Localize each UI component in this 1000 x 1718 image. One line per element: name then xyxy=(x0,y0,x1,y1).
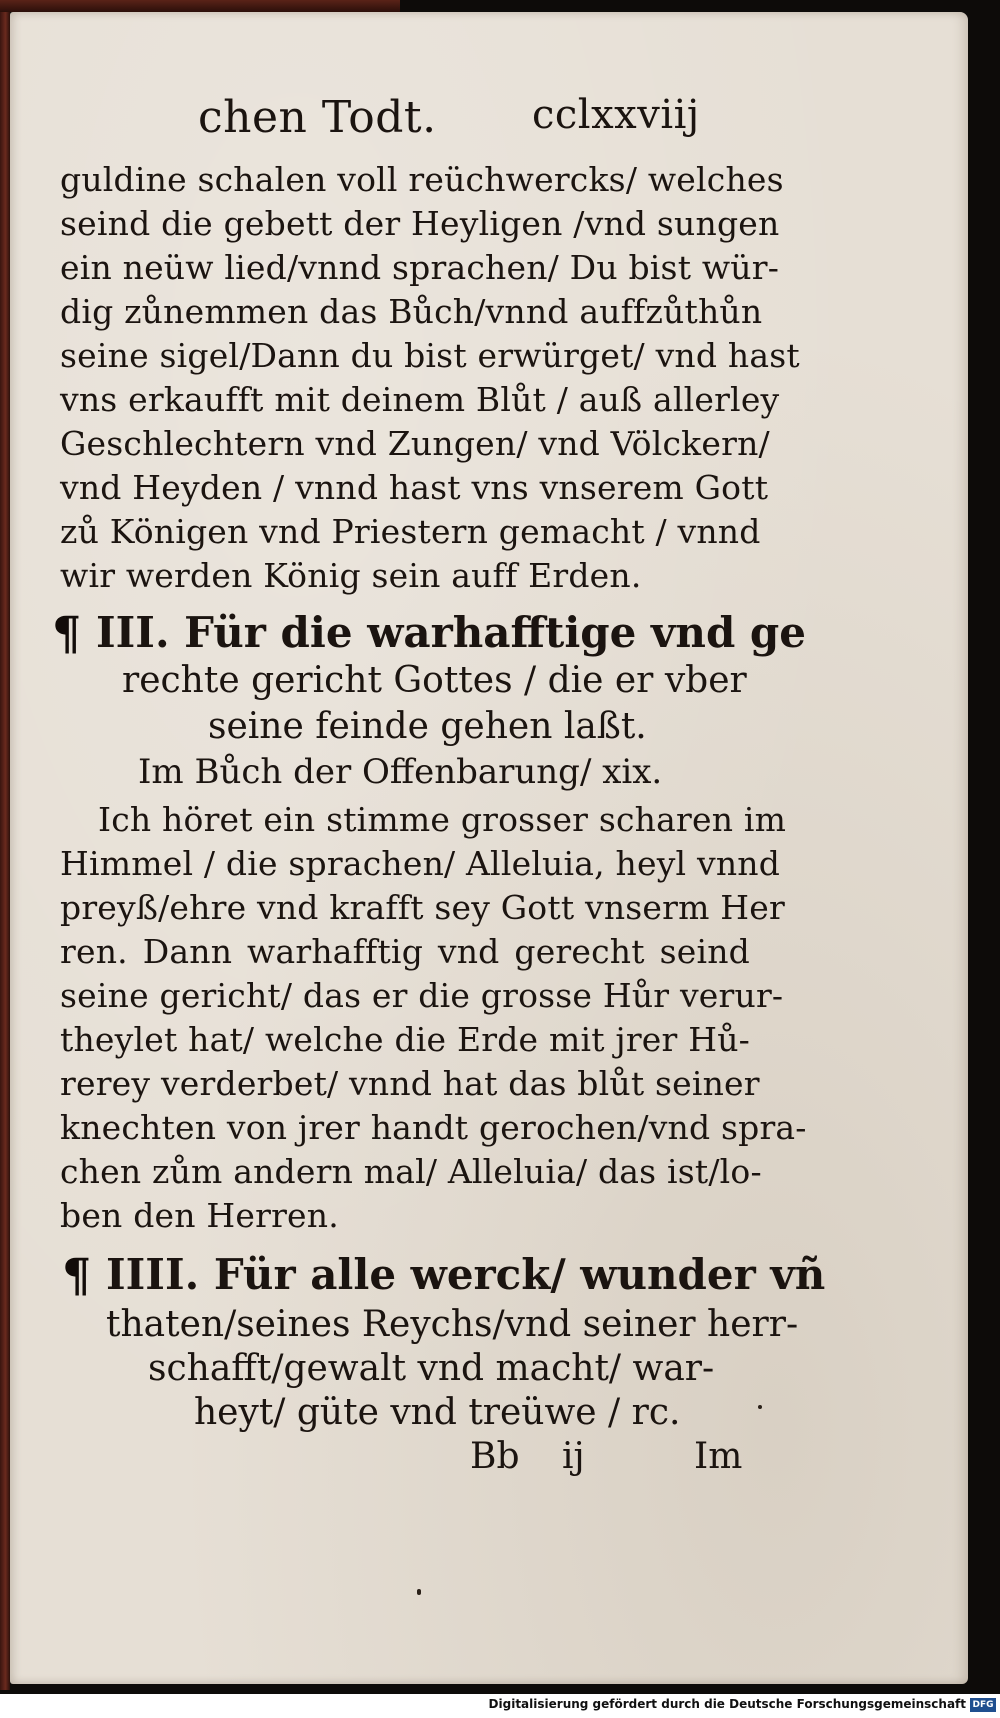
body-line: vns erkaufft mit deinem Blůt / auß allerley xyxy=(60,380,780,419)
signature-mark: Bb xyxy=(470,1436,520,1477)
catchword: Im xyxy=(694,1436,743,1477)
body-line: vnd Heyden / vnnd hast vns vnserem Gott xyxy=(60,468,769,507)
body-line: guldine schalen voll reüchwercks/ welches xyxy=(60,160,784,199)
pilcrow-marker: ¶ xyxy=(62,1248,92,1302)
folio-number: cclxxviij xyxy=(532,92,700,138)
body-line: ben den Herren. xyxy=(60,1196,339,1235)
section-heading-line: seine feinde gehen laßt. xyxy=(208,706,647,747)
section-heading-line: schafft/gewalt vnd macht/ war- xyxy=(148,1348,715,1389)
section-heading: IIII. Für alle werck/ wunder vñ xyxy=(106,1250,826,1299)
body-line: Geschlechtern vnd Zungen/ vnd Völckern/ xyxy=(60,424,770,463)
running-title: chen Todt. xyxy=(198,92,437,143)
body-line: chen zům andern mal/ Alleluia/ das ist/lo- xyxy=(60,1152,762,1191)
body-line: ein neüw lied/vnnd sprachen/ Du bist wür- xyxy=(60,248,780,287)
section-heading: III. Für die warhafftige vnd ge xyxy=(96,608,807,657)
section-heading-line: heyt/ güte vnd treüwe / rc. xyxy=(194,1392,681,1433)
body-line: wir werden König sein auff Erden. xyxy=(60,556,642,595)
body-line: seind die gebett der Heyligen /vnd sungen xyxy=(60,204,780,243)
book-spine-edge xyxy=(0,0,10,1690)
section-heading-line: rechte gericht Gottes / die er vber xyxy=(122,660,747,701)
book-page xyxy=(10,12,968,1684)
body-line: Himmel / die sprachen/ Alleluia, heyl vnnd xyxy=(60,844,781,883)
body-line: seine gericht/ das er die grosse Hůr verur- xyxy=(60,976,784,1015)
body-line: rerey verderbet/ vnnd hat das blůt seiner xyxy=(60,1064,760,1103)
ink-speck xyxy=(758,1405,762,1409)
body-line: seine sigel/Dann du bist erwürget/ vnd hast xyxy=(60,336,800,375)
funding-credit: Digitalisierung gefördert durch die Deutsche Forschungsgemeinschaft xyxy=(488,1697,966,1711)
section-heading-line: thaten/seines Reychs/vnd seiner herr- xyxy=(106,1304,799,1345)
body-line: Ich höret ein stimme grosser scharen im xyxy=(98,800,787,839)
body-line: knechten von jrer handt gerochen/vnd spra- xyxy=(60,1108,807,1147)
ink-speck xyxy=(417,1589,421,1595)
pilcrow-marker: ¶ xyxy=(52,606,82,660)
body-line: theylet hat/ welche die Erde mit jrer Hů- xyxy=(60,1020,750,1059)
signature-number: ij xyxy=(562,1436,585,1477)
body-line: preyß/ehre vnd krafft sey Gott vnserm Her xyxy=(60,888,785,927)
body-line: dig zůnemmen das Bůch/vnnd auffzůthůn xyxy=(60,292,763,331)
dfg-logo: DFG xyxy=(970,1698,996,1712)
body-line: zů Königen vnd Priestern gemacht / vnnd xyxy=(60,512,761,551)
body-line: ren. Dann warhafftig vnd gerecht seind xyxy=(60,932,750,971)
scripture-reference: Im Bůch der Offenbarung/ xix. xyxy=(138,752,663,792)
book-cover-edge xyxy=(0,0,400,12)
digitization-footer xyxy=(0,1694,1000,1718)
